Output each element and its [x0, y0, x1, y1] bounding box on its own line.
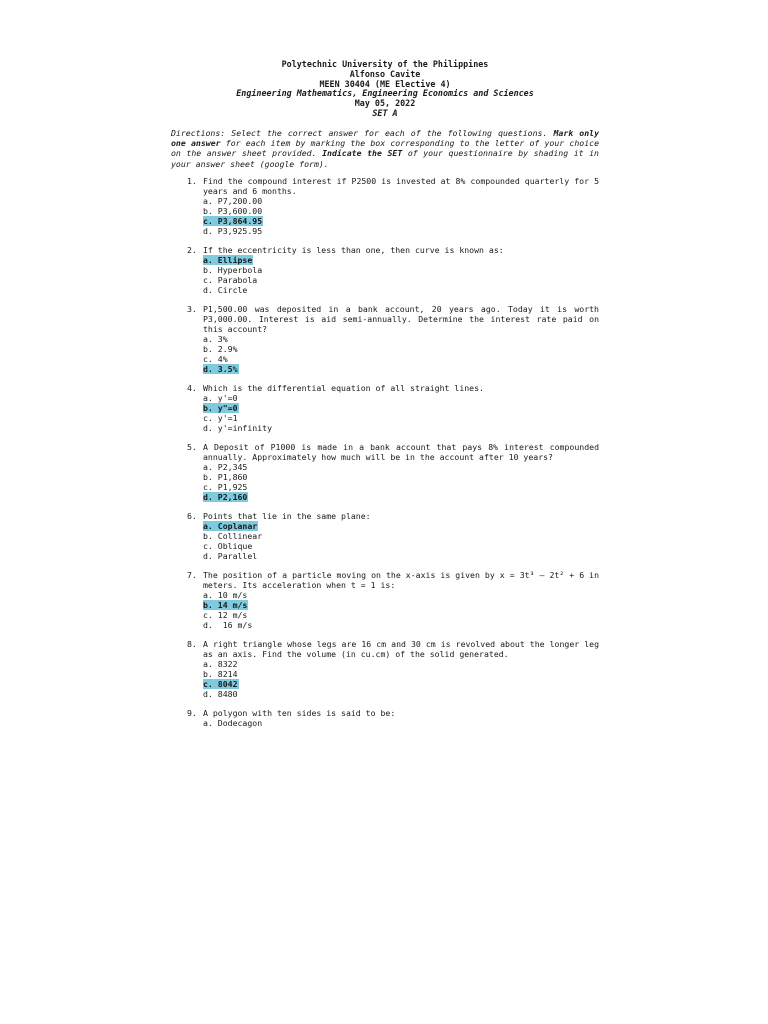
answer-option — [203, 394, 599, 404]
question-text: Find the compound interest if P2500 is invested at 8% compounded quarterly for 5 years and 6 months. — [203, 176, 604, 196]
directions-emphasis: Indicate the SET — [322, 148, 403, 159]
answer-option-selected — [203, 493, 599, 503]
answer-option-selected — [203, 680, 599, 690]
question-stem — [171, 176, 604, 197]
answer-option-selected — [203, 365, 599, 375]
answer-option-selected — [203, 217, 599, 227]
answer-option — [203, 286, 599, 296]
campus-name: Alfonso Cavite — [349, 68, 421, 79]
question-item — [171, 512, 599, 562]
answer-options — [171, 335, 599, 375]
directions-text: Directions: Select the correct answer for each of the following questions. — [171, 128, 554, 138]
answer-options — [171, 591, 599, 631]
highlighted-answer-label: a. Ellipse — [203, 254, 253, 265]
highlighted-answer-label: a. Coplanar — [203, 521, 258, 532]
answer-option — [203, 483, 599, 493]
answer-option — [203, 424, 599, 434]
question-number: 9. — [187, 708, 197, 719]
answer-option — [203, 621, 599, 631]
answer-label: b. P3,600.00 — [203, 205, 263, 216]
answer-option-selected — [203, 601, 599, 611]
highlighted-answer-label: d. P2,160 — [203, 491, 248, 502]
answer-options — [171, 463, 599, 503]
question-list — [171, 176, 604, 739]
question-stem — [171, 639, 604, 660]
answer-label: b. 2.9% — [203, 343, 238, 354]
question-text: A Deposit of P1000 is made in a bank account that pays 8% interest compounded annually. Approximately how much will be in the account after 10 years? — [203, 442, 604, 463]
question-number: 1. — [187, 176, 197, 186]
answer-options — [171, 719, 599, 729]
highlighted-answer-label: c. P3,864.95 — [203, 215, 263, 226]
answer-label: c. Oblique — [203, 540, 253, 551]
highlighted-answer-label: b. 14 m/s — [203, 600, 248, 611]
answer-option — [203, 266, 599, 276]
highlighted-answer-label: c. 8042 — [203, 679, 238, 690]
question-number: 2. — [187, 245, 197, 256]
answer-label: a. P7,200.00 — [203, 195, 263, 206]
question-stem — [171, 570, 604, 591]
course-code: MEEN 30404 (ME Elective 4) — [319, 78, 451, 89]
course-title: Engineering Mathematics, Engineering Economics and Sciences — [236, 88, 534, 99]
question-item — [171, 570, 604, 630]
exam-date: May 05, 2022 — [354, 98, 416, 109]
answer-label: c. 12 m/s — [203, 610, 248, 620]
answer-label: d. 8480 — [203, 688, 238, 699]
question-text: A right triangle whose legs are 16 cm and 30 cm is revolved about the longer leg as an axis. Find the volume (in cu.cm) of the solid generated. — [203, 639, 604, 660]
question-stem — [171, 442, 604, 463]
question-item — [171, 176, 604, 236]
answer-label: d. 16 m/s — [203, 619, 253, 630]
answer-label: d. P3,925.95 — [203, 225, 263, 236]
answer-option-selected — [203, 256, 599, 266]
answer-option — [203, 532, 599, 542]
question-number: 8. — [187, 639, 197, 650]
answer-option — [203, 276, 599, 286]
answer-label: a. y'=0 — [203, 393, 238, 403]
answer-label: a. 8322 — [203, 659, 238, 670]
answer-option — [203, 552, 599, 562]
question-item — [171, 709, 599, 729]
question-number: 3. — [187, 304, 197, 315]
answer-option — [203, 690, 599, 700]
answer-label: c. 4% — [203, 353, 228, 364]
highlighted-answer-label: b. y"=0 — [203, 402, 238, 413]
question-number: 7. — [187, 570, 197, 581]
answer-label: c. Parabola — [203, 274, 258, 285]
answer-option — [203, 719, 599, 729]
answer-options — [171, 197, 599, 237]
answer-label: d. Parallel — [203, 550, 258, 561]
answer-label: a. 3% — [203, 333, 228, 344]
answer-option — [203, 660, 599, 670]
answer-option — [203, 197, 599, 207]
question-item — [171, 442, 604, 502]
question-item — [171, 639, 604, 699]
document-header — [150, 60, 620, 119]
exam-set: SET A — [372, 107, 398, 118]
directions-paragraph — [171, 128, 599, 169]
answer-label: b. P1,860 — [203, 471, 248, 482]
answer-label: a. P2,345 — [203, 462, 248, 473]
answer-option — [203, 611, 599, 621]
answer-option — [203, 345, 599, 355]
highlighted-answer-label: d. 3.5% — [203, 363, 238, 374]
answer-option — [203, 591, 599, 601]
answer-option — [203, 670, 599, 680]
answer-options — [171, 256, 599, 296]
directions-text: of your questionnaire by shading it in your answer sheet (google form). — [171, 148, 599, 169]
question-number: 6. — [187, 511, 197, 522]
question-item — [171, 384, 599, 434]
question-text: If the eccentricity is less than one, then curve is known as: — [203, 245, 504, 256]
answer-label: c. P1,925 — [203, 481, 248, 492]
answer-label: d. Circle — [203, 284, 248, 295]
question-text: The position of a particle moving on the x-axis is given by x = 3t³ – 2t² + 6 in meters. Its acceleration when t = 1 is: — [203, 570, 604, 591]
answer-label: d. y'=infinity — [203, 422, 273, 433]
question-stem — [171, 304, 604, 335]
answer-label: a. 10 m/s — [203, 590, 248, 601]
question-number: 5. — [187, 442, 197, 453]
answer-option — [203, 335, 599, 345]
answer-options — [171, 522, 599, 562]
answer-label: b. Collinear — [203, 531, 263, 542]
answer-label: b. 8214 — [203, 669, 238, 680]
answer-options — [171, 660, 599, 700]
answer-option-selected — [203, 522, 599, 532]
answer-label: a. Dodecagon — [203, 718, 263, 729]
directions-emphasis: Mark only one answer — [171, 128, 599, 149]
answer-option-selected — [203, 404, 599, 414]
directions-text: for each item by marking the box corresponding to the letter of your choice on the answer sheet provided. — [171, 138, 599, 159]
answer-label: c. y'=1 — [203, 412, 238, 423]
answer-option — [203, 355, 599, 365]
answer-label: b. Hyperbola — [203, 264, 263, 275]
answer-option — [203, 542, 599, 552]
answer-option — [203, 473, 599, 483]
question-text: P1,500.00 was deposited in a bank account, 20 years ago. Today it is worth P3,000.00. Interest is aid semi-annually. Determine the interest rate paid on this account? — [203, 304, 604, 334]
question-number: 4. — [187, 383, 197, 394]
answer-option — [203, 227, 599, 237]
question-text: Points that lie in the same plane: — [203, 511, 371, 522]
answer-option — [203, 463, 599, 473]
university-name: Polytechnic University of the Philippines — [281, 59, 489, 69]
question-item — [171, 246, 599, 296]
question-text: A polygon with ten sides is said to be: — [203, 708, 396, 719]
question-item — [171, 304, 604, 374]
question-text: Which is the differential equation of all straight lines. — [203, 383, 484, 394]
answer-options — [171, 394, 599, 434]
